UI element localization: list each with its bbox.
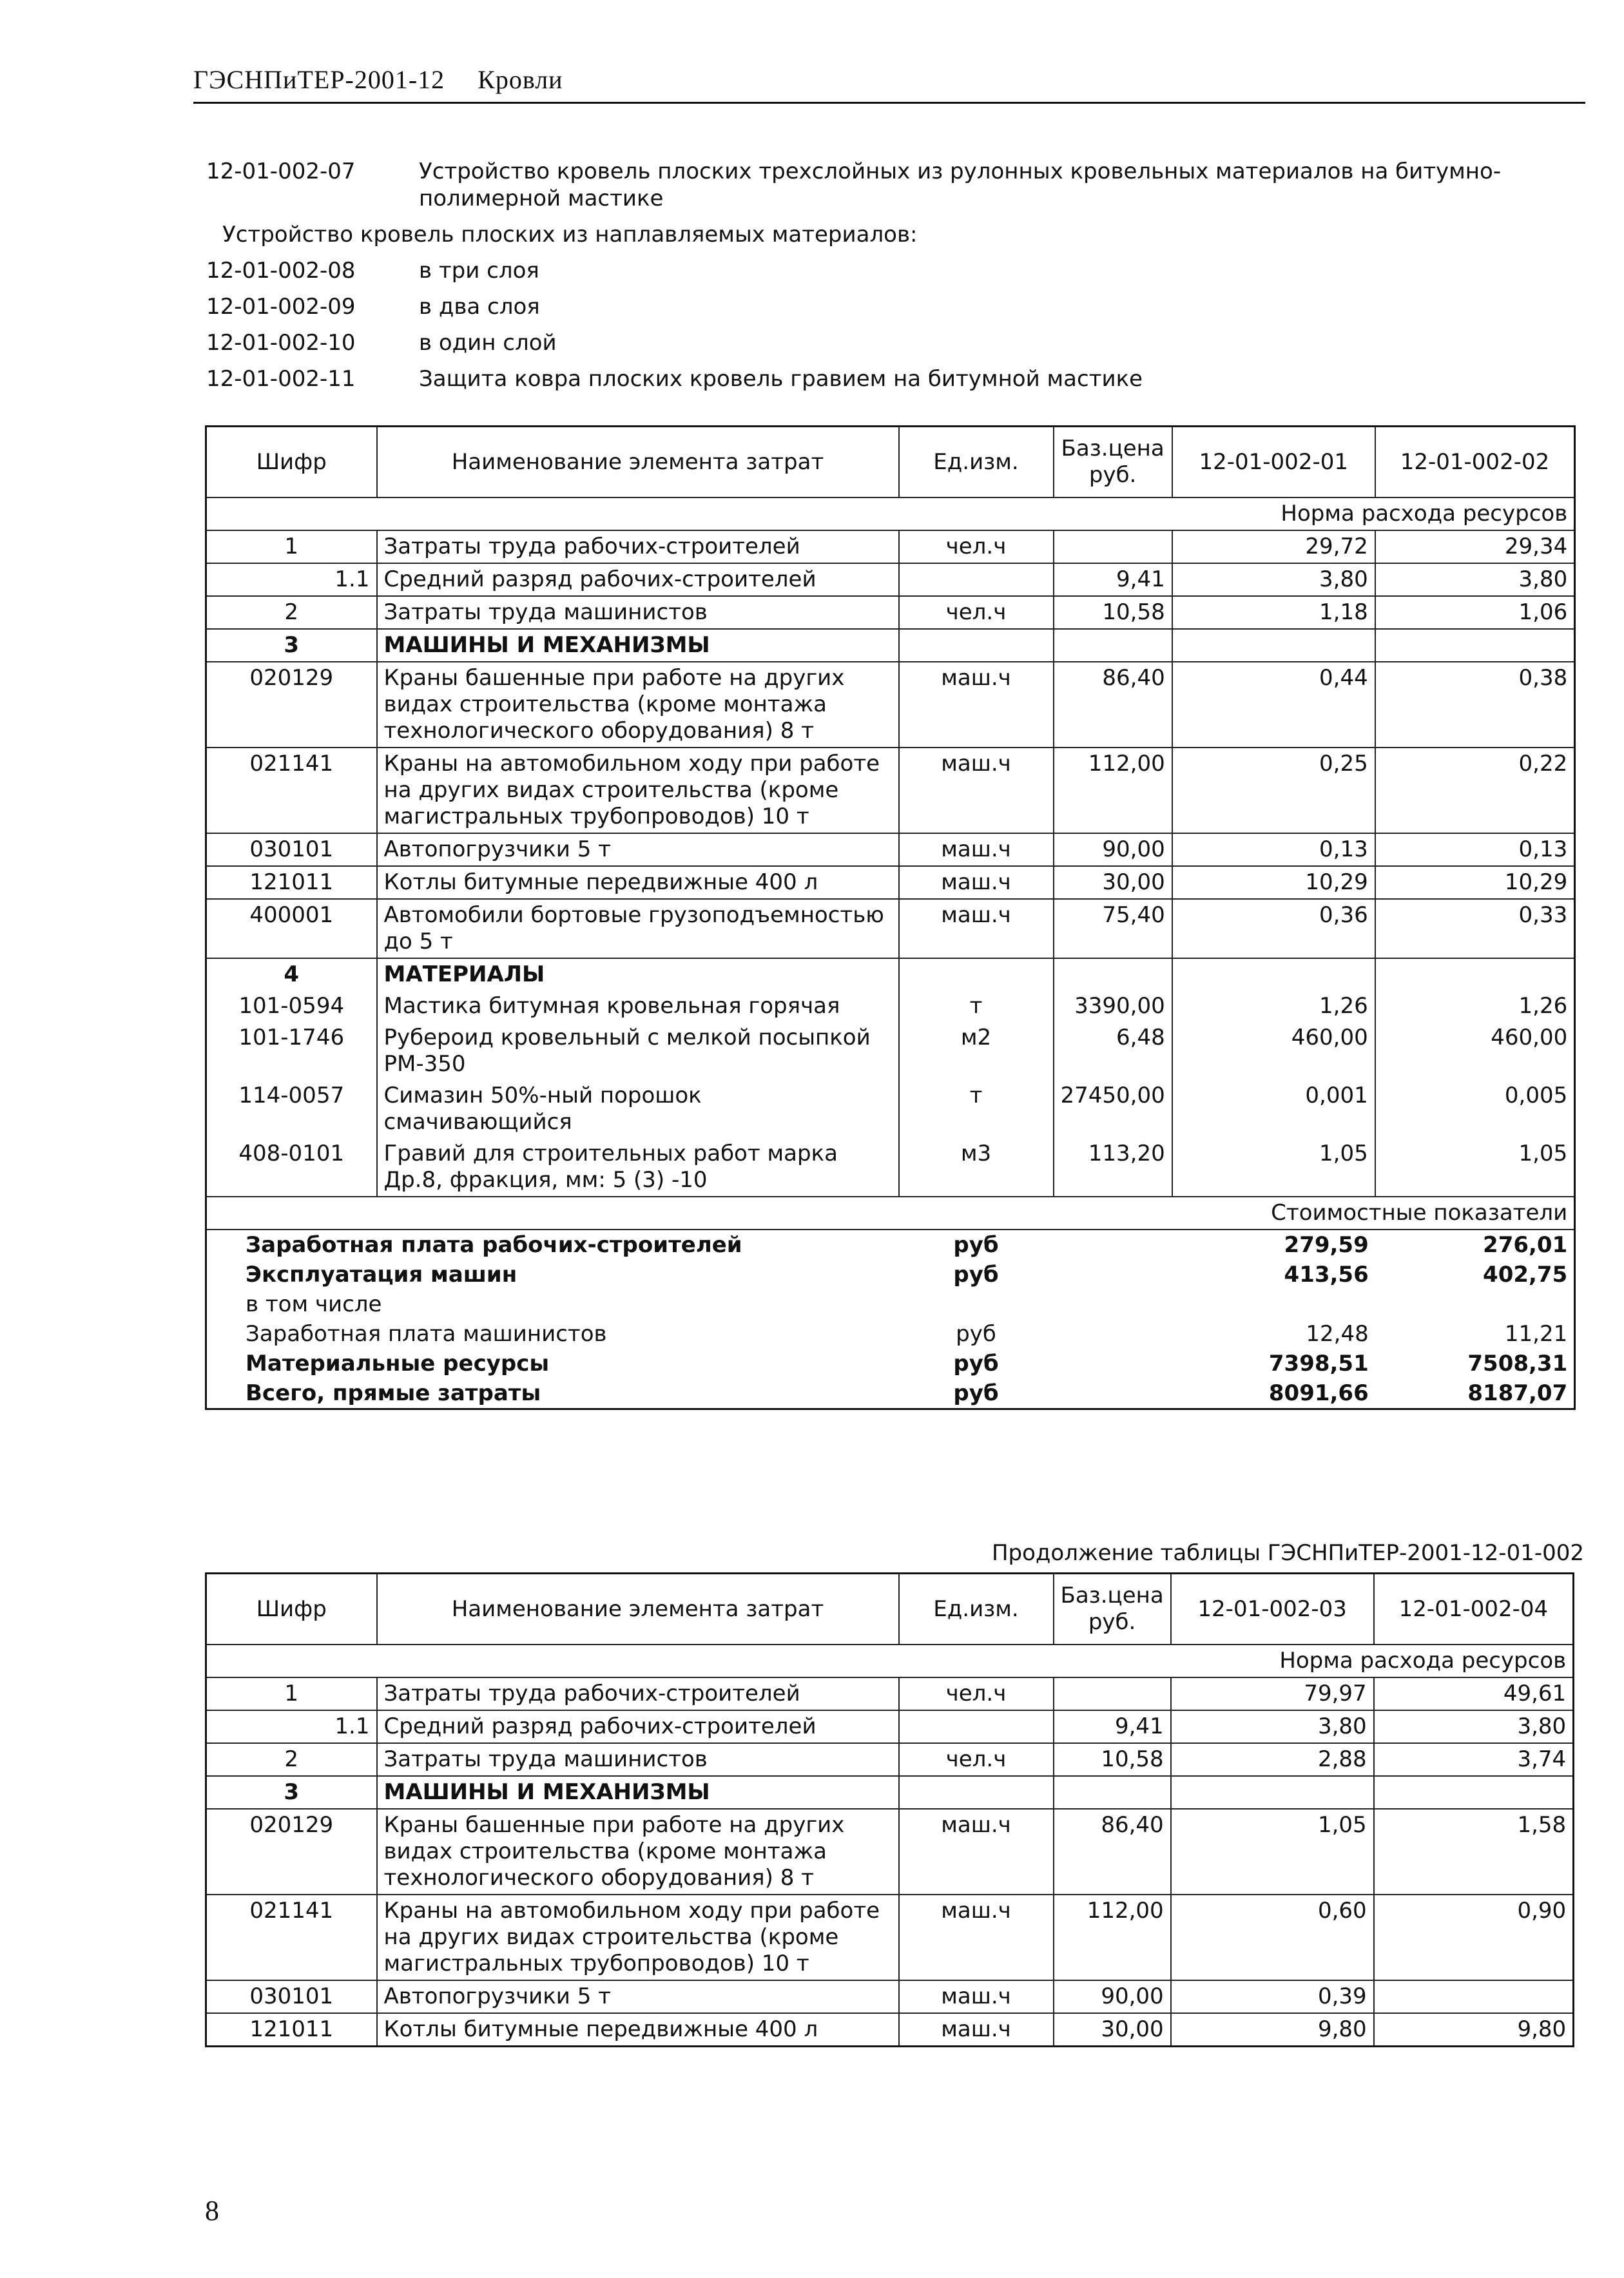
cell-norm-a: 29,72: [1172, 530, 1375, 563]
intro-code: 12-01-002-08: [206, 258, 356, 284]
cell-price: [1054, 958, 1172, 990]
cell-norm-b: 10,29: [1375, 866, 1575, 899]
summary-unit: руб: [956, 1321, 996, 1347]
table-row: [206, 866, 1575, 899]
summary-row: [206, 1289, 1575, 1319]
cell-code: 1.1: [206, 563, 377, 596]
cell-unit: [899, 563, 1054, 596]
cell-price: 10,58: [1054, 596, 1172, 629]
cell-code: 1: [206, 1677, 377, 1710]
cell-norm-b: [1374, 1980, 1574, 2013]
cell-name: Затраты труда рабочих-строителей: [377, 1677, 899, 1710]
cell-unit: маш.ч: [899, 1895, 1054, 1980]
summary-unit: руб: [953, 1232, 999, 1258]
col-header-norm-a: 12-01-002-03: [1171, 1574, 1374, 1645]
cell-name: Гравий для строительных работ марка Др.8, фракция, мм: 5 (3) -10: [377, 1138, 899, 1197]
cell-name: Автопогрузчики 5 т: [377, 833, 899, 866]
cell-name: Краны на автомобильном ходу при работе на других видах строительства (кроме магистральных трубопроводов) 10 т: [377, 1895, 899, 1980]
cell-norm-a: [1172, 958, 1375, 990]
cell-name: Средний разряд рабочих-строителей: [377, 563, 899, 596]
summary-label: Заработная плата машинистов: [246, 1321, 607, 1347]
cell-norm-a: [1171, 1776, 1374, 1809]
summary-row: [206, 1378, 1575, 1409]
summary-unit: руб: [953, 1262, 999, 1288]
cell-name: Автомобили бортовые грузоподъемностью до 5 т: [377, 899, 899, 958]
intro-text: Устройство кровель плоских трехслойных из рулонных кровельных материалов на битумно-полимерной мастике: [419, 159, 1502, 211]
summary-value-b: [1375, 1289, 1575, 1319]
cell-code: 4: [206, 958, 377, 990]
resource-table-2: [205, 1572, 1574, 2047]
cell-norm-a: [1172, 629, 1375, 662]
table-row: [206, 1980, 1574, 2013]
table-row: [206, 1677, 1574, 1710]
continuation-caption: Продолжение таблицы ГЭСНПиТЕР-2001-12-01-002: [991, 1540, 1584, 1566]
cell-unit: [899, 1710, 1054, 1743]
table-1-body: [206, 530, 1575, 1197]
cell-norm-a: 3,80: [1171, 1710, 1374, 1743]
cell-unit: м3: [899, 1138, 1054, 1197]
summary-blank: [1054, 1349, 1172, 1378]
table-row: [206, 1138, 1575, 1197]
cell-unit: маш.ч: [899, 866, 1054, 899]
col-header-price: Баз.цена руб.: [1054, 427, 1172, 498]
table-row: [206, 1776, 1574, 1809]
header-code: ГЭСНПиТЕР-2001-12: [193, 65, 445, 94]
cell-norm-a: 0,60: [1171, 1895, 1374, 1980]
table-row: [206, 833, 1575, 866]
table-row: [206, 990, 1575, 1022]
cell-norm-b: 0,90: [1374, 1895, 1574, 1980]
intro-subheading: Устройство кровель плоских из наплавляемых материалов:: [222, 222, 918, 247]
cell-norm-b: 460,00: [1375, 1022, 1575, 1080]
col-header-norm-b: 12-01-002-02: [1375, 427, 1575, 498]
cell-name: Симазин 50%-ный порошок смачивающийся: [377, 1080, 899, 1138]
cell-unit: т: [899, 1080, 1054, 1138]
cell-code: 030101: [206, 1980, 377, 2013]
intro-line: [193, 329, 1585, 356]
cell-unit: т: [899, 990, 1054, 1022]
summary-value-b: 8187,07: [1467, 1380, 1568, 1406]
cell-price: 30,00: [1054, 866, 1172, 899]
summary-unit: руб: [953, 1351, 999, 1376]
col-header-name: Наименование элемента затрат: [377, 1574, 899, 1645]
cell-price: 75,40: [1054, 899, 1172, 958]
intro-text: в три слоя: [419, 258, 539, 284]
cell-unit: маш.ч: [899, 833, 1054, 866]
cell-code: 020129: [206, 662, 377, 748]
cell-name: МАШИНЫ И МЕХАНИЗМЫ: [377, 629, 899, 662]
summary-value-a: [1172, 1289, 1375, 1319]
summary-value-b: 276,01: [1483, 1232, 1568, 1258]
cell-price: 90,00: [1054, 833, 1172, 866]
table-header-row: [206, 1574, 1574, 1645]
cell-unit: [899, 1776, 1054, 1809]
cell-price: 9,41: [1054, 1710, 1171, 1743]
cell-name: Затраты труда машинистов: [377, 596, 899, 629]
summary-unit: руб: [953, 1380, 999, 1406]
cell-name: Затраты труда машинистов: [377, 1743, 899, 1776]
section-cost-label: Стоимостные показатели: [206, 1197, 1575, 1230]
table-row: [206, 1743, 1574, 1776]
cell-norm-b: 1,06: [1375, 596, 1575, 629]
cell-code: 030101: [206, 833, 377, 866]
cell-code: 021141: [206, 748, 377, 833]
col-header-norm-a: 12-01-002-01: [1172, 427, 1375, 498]
col-header-norm-b: 12-01-002-04: [1374, 1574, 1574, 1645]
summary-label: Эксплуатация машин: [246, 1262, 517, 1288]
cell-price: [1054, 1776, 1171, 1809]
intro-block: [193, 158, 1585, 401]
intro-text: в два слоя: [419, 294, 540, 320]
intro-code: 12-01-002-10: [206, 330, 356, 356]
cell-code: 2: [206, 596, 377, 629]
summary-value-a: 7398,51: [1268, 1351, 1369, 1376]
cell-name: МАШИНЫ И МЕХАНИЗМЫ: [377, 1776, 899, 1809]
cell-unit: чел.ч: [899, 1743, 1054, 1776]
cell-price: [1054, 530, 1172, 563]
cell-price: 10,58: [1054, 1743, 1171, 1776]
cell-unit: маш.ч: [899, 1980, 1054, 2013]
cell-norm-a: 460,00: [1172, 1022, 1375, 1080]
cell-unit: [899, 629, 1054, 662]
table-row: [206, 596, 1575, 629]
page-number: 8: [205, 2195, 219, 2226]
intro-line: [193, 365, 1585, 392]
cell-norm-a: 0,36: [1172, 899, 1375, 958]
summary-blank: [1054, 1319, 1172, 1349]
cell-code: 3: [206, 629, 377, 662]
cell-price: 27450,00: [1054, 1080, 1172, 1138]
cell-price: 113,20: [1054, 1138, 1172, 1197]
cell-price: 3390,00: [1054, 990, 1172, 1022]
section-row: [206, 1197, 1575, 1230]
summary-blank: [1054, 1260, 1172, 1289]
cell-name: МАТЕРИАЛЫ: [377, 958, 899, 990]
cell-code: 101-0594: [206, 990, 377, 1022]
cell-name: Краны башенные при работе на других видах строительства (кроме монтажа технологического оборудования) 8 т: [377, 1809, 899, 1895]
cell-norm-b: 1,26: [1375, 990, 1575, 1022]
table-row: [206, 748, 1575, 833]
section-norm-label: Норма расхода ресурсов: [206, 1645, 1574, 1677]
table-header-row: [206, 427, 1575, 498]
cell-name: Мастика битумная кровельная горячая: [377, 990, 899, 1022]
cell-norm-a: 0,39: [1171, 1980, 1374, 2013]
cell-norm-a: 0,13: [1172, 833, 1375, 866]
summary-value-a: 8091,66: [1268, 1380, 1369, 1406]
header-title: Кровли: [478, 65, 563, 94]
cell-price: 86,40: [1054, 662, 1172, 748]
col-header-code: Шифр: [206, 427, 377, 498]
cell-unit: маш.ч: [899, 662, 1054, 748]
cell-norm-b: [1375, 629, 1575, 662]
cell-unit: [899, 958, 1054, 990]
cell-norm-b: 3,74: [1374, 1743, 1574, 1776]
cell-norm-b: 0,13: [1375, 833, 1575, 866]
table-row: [206, 530, 1575, 563]
summary-blank: [1054, 1230, 1172, 1260]
cell-price: 30,00: [1054, 2013, 1171, 2047]
cell-norm-b: 0,38: [1375, 662, 1575, 748]
summary-row: [206, 1319, 1575, 1349]
col-header-price: Баз.цена руб.: [1054, 1574, 1171, 1645]
cell-norm-b: 49,61: [1374, 1677, 1574, 1710]
cell-price: [1054, 629, 1172, 662]
cell-norm-b: 3,80: [1374, 1710, 1574, 1743]
summary-value-a: 12,48: [1306, 1321, 1369, 1347]
table-row: [206, 2013, 1574, 2047]
intro-code: 12-01-002-07: [206, 159, 356, 184]
cell-code: 021141: [206, 1895, 377, 1980]
page-header: [193, 64, 1585, 104]
cell-norm-a: 79,97: [1171, 1677, 1374, 1710]
cell-name: Котлы битумные передвижные 400 л: [377, 2013, 899, 2047]
cell-unit: маш.ч: [899, 899, 1054, 958]
cell-code: 121011: [206, 2013, 377, 2047]
summary-row: [206, 1260, 1575, 1289]
summary-label: Всего, прямые затраты: [246, 1380, 541, 1406]
cell-norm-a: 9,80: [1171, 2013, 1374, 2047]
summary-blank: [1054, 1378, 1172, 1409]
cell-price: 9,41: [1054, 563, 1172, 596]
cell-norm-a: 1,05: [1172, 1138, 1375, 1197]
table-row: [206, 899, 1575, 958]
cell-price: 86,40: [1054, 1809, 1171, 1895]
cell-norm-b: 3,80: [1375, 563, 1575, 596]
cell-norm-a: 10,29: [1172, 866, 1375, 899]
cell-code: 408-0101: [206, 1138, 377, 1197]
col-header-name: Наименование элемента затрат: [377, 427, 899, 498]
cell-code: 121011: [206, 866, 377, 899]
cell-norm-a: 1,26: [1172, 990, 1375, 1022]
section-norm-label: Норма расхода ресурсов: [206, 497, 1575, 530]
table-row: [206, 563, 1575, 596]
cell-unit: чел.ч: [899, 1677, 1054, 1710]
cell-norm-a: 1,18: [1172, 596, 1375, 629]
cell-code: 2: [206, 1743, 377, 1776]
cell-norm-b: 9,80: [1374, 2013, 1574, 2047]
cell-norm-b: [1374, 1776, 1574, 1809]
cell-name: Краны на автомобильном ходу при работе на других видах строительства (кроме магистральных трубопроводов) 10 т: [377, 748, 899, 833]
cell-code: 020129: [206, 1809, 377, 1895]
cell-code: 1: [206, 530, 377, 563]
summary-label: в том числе: [246, 1291, 382, 1317]
summary-blank: [1054, 1289, 1172, 1319]
summary-row: [206, 1349, 1575, 1378]
resource-table-1: [205, 425, 1576, 1410]
summary-label: Заработная плата рабочих-строителей: [246, 1232, 742, 1258]
table-row: [206, 1710, 1574, 1743]
cell-norm-a: 0,001: [1172, 1080, 1375, 1138]
table-row: [206, 958, 1575, 990]
cell-name: Автопогрузчики 5 т: [377, 1980, 899, 2013]
intro-line: [193, 293, 1585, 320]
cell-name: Котлы битумные передвижные 400 л: [377, 866, 899, 899]
col-header-unit: Ед.изм.: [899, 427, 1054, 498]
table-row: [206, 1809, 1574, 1895]
cell-price: 112,00: [1054, 1895, 1171, 1980]
cell-unit: чел.ч: [899, 530, 1054, 563]
cell-code: 114-0057: [206, 1080, 377, 1138]
cell-code: 1.1: [206, 1710, 377, 1743]
section-row: [206, 1645, 1574, 1677]
cell-unit: маш.ч: [899, 1809, 1054, 1895]
cell-norm-b: 0,33: [1375, 899, 1575, 958]
cell-norm-b: 29,34: [1375, 530, 1575, 563]
table-2-body: [206, 1677, 1574, 2047]
cell-price: 6,48: [1054, 1022, 1172, 1080]
summary-row: [206, 1230, 1575, 1260]
summary-label: Материальные ресурсы: [246, 1351, 550, 1376]
cell-price: 90,00: [1054, 1980, 1171, 2013]
summary-value-a: 413,56: [1284, 1262, 1369, 1288]
table-1-summary: [206, 1230, 1575, 1409]
cell-norm-b: 0,005: [1375, 1080, 1575, 1138]
intro-line: [193, 257, 1585, 284]
cell-norm-b: 1,58: [1374, 1809, 1574, 1895]
cell-name: Затраты труда рабочих-строителей: [377, 530, 899, 563]
cell-norm-a: 1,05: [1171, 1809, 1374, 1895]
cell-code: 400001: [206, 899, 377, 958]
cell-name: Средний разряд рабочих-строителей: [377, 1710, 899, 1743]
summary-unit: [899, 1289, 1054, 1319]
cell-unit: чел.ч: [899, 596, 1054, 629]
cell-code: 3: [206, 1776, 377, 1809]
intro-code: 12-01-002-11: [206, 366, 356, 392]
cell-norm-a: 0,25: [1172, 748, 1375, 833]
table-row: [206, 662, 1575, 748]
intro-text: в один слой: [419, 330, 557, 356]
col-header-code: Шифр: [206, 1574, 377, 1645]
intro-line: [193, 158, 1585, 212]
table-row: [206, 629, 1575, 662]
cell-norm-a: 2,88: [1171, 1743, 1374, 1776]
summary-value-b: 11,21: [1504, 1321, 1568, 1347]
col-header-unit: Ед.изм.: [899, 1574, 1054, 1645]
summary-value-b: 402,75: [1483, 1262, 1568, 1288]
intro-code: 12-01-002-09: [206, 294, 356, 320]
cell-code: 101-1746: [206, 1022, 377, 1080]
cell-unit: маш.ч: [899, 748, 1054, 833]
cell-norm-b: 0,22: [1375, 748, 1575, 833]
cell-name: Краны башенные при работе на других видах строительства (кроме монтажа технологического оборудования) 8 т: [377, 662, 899, 748]
cell-name: Рубероид кровельный с мелкой посыпкой РМ-350: [377, 1022, 899, 1080]
cell-unit: м2: [899, 1022, 1054, 1080]
cell-norm-a: 0,44: [1172, 662, 1375, 748]
cell-price: 112,00: [1054, 748, 1172, 833]
cell-norm-b: [1375, 958, 1575, 990]
section-row: [206, 497, 1575, 530]
summary-value-b: 7508,31: [1467, 1351, 1568, 1376]
cell-norm-a: 3,80: [1172, 563, 1375, 596]
summary-value-a: 279,59: [1284, 1232, 1369, 1258]
intro-text: Защита ковра плоских кровель гравием на битумной мастике: [419, 366, 1143, 392]
cell-norm-b: 1,05: [1375, 1138, 1575, 1197]
cell-price: [1054, 1677, 1171, 1710]
table-row: [206, 1022, 1575, 1080]
cell-unit: маш.ч: [899, 2013, 1054, 2047]
table-row: [206, 1895, 1574, 1980]
table-row: [206, 1080, 1575, 1138]
